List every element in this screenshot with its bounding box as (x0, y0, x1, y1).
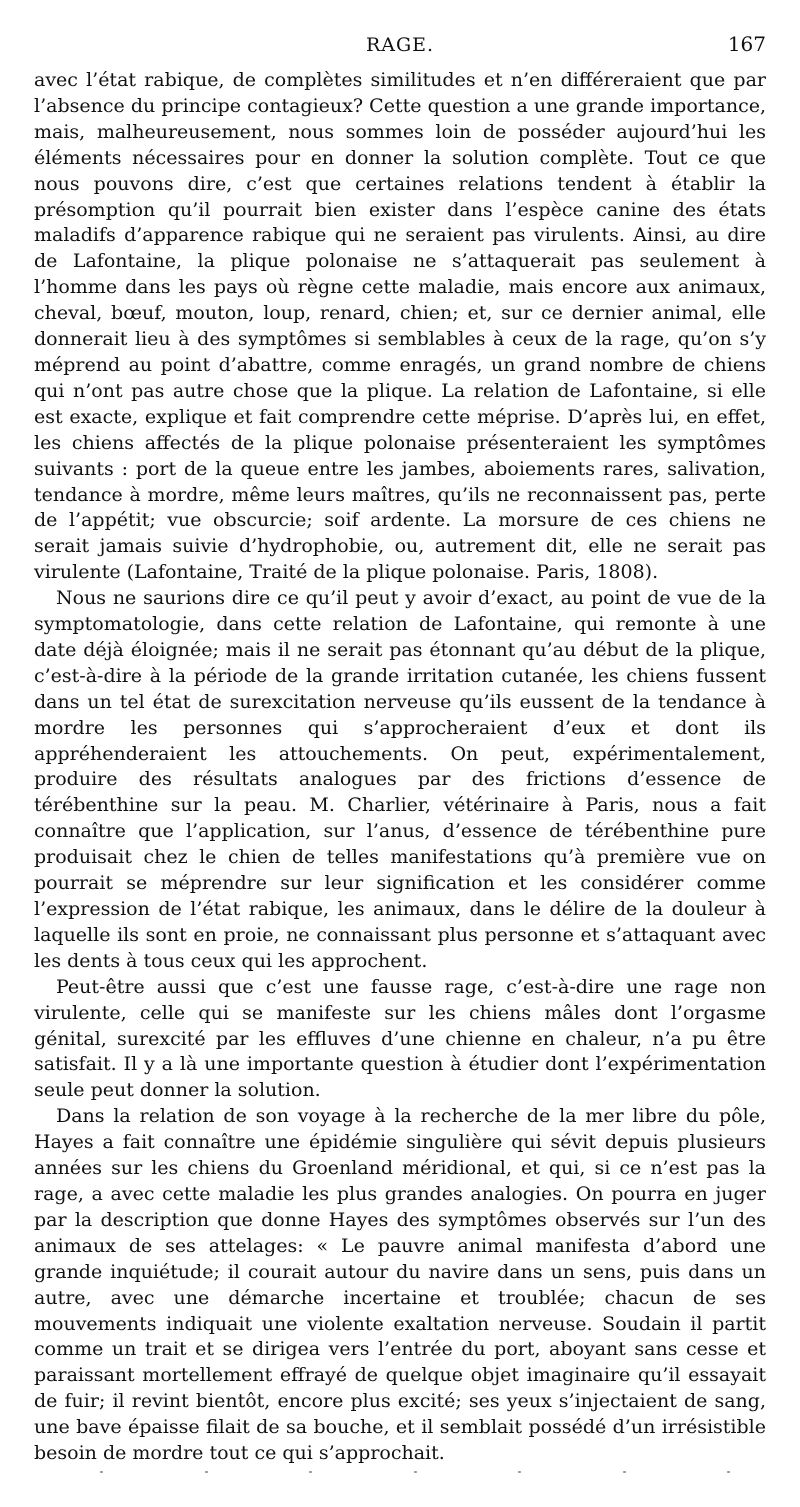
print-speck-5 (518, 1471, 521, 1473)
paragraph-false-rage: Peut-être aussi que c’est une fausse rage, c’est-à-dire une rage non virulente, celle qui se manifeste sur les chiens mâles dont l’orgasme génital, surexcité par les effluves d’une chienne en chaleur, n’a pu être satisfait. Il y a là une importante question à étudier dont l’expérimentation seule peut donner la solution. (34, 975, 766, 1102)
paragraph-continued: avec l’état rabique, de complètes similitudes et n’en différeraient que par l’absence du principe contagieux? Cette question a une grande importance, mais, malheureusement, nous sommes loin de posséder aujourd’hui les éléments nécessaires pour en donner la solution complète. Tout ce que nous pouvons dire, c’est que certaines relations tendent à établir la présomption qu’il pourrait bien exister dans l’espèce canine des états maladifs d’apparence rabique qui ne seraient pas virulents. Ainsi, au dire de Lafontaine, la plique polonaise ne s’attaquerait pas seulement à l’homme dans les pays où règne cette maladie, mais encore aux animaux, cheval, bœuf, mouton, loup, renard, chien; et, sur ce dernier animal, elle donnerait lieu à des symptômes si semblables à ceux de la rage, qu’on s’y méprend au point d’abattre, comme enragés, un grand nombre de chiens qui n’ont pas autre chose que la plique. La relation de Lafontaine, si elle est exacte, explique et fait comprendre cette méprise. D’après lui, en effet, les chiens affectés de la plique polonaise présenteraient les symptômes suivants : port de la queue entre les jambes, aboiements rares, salivation, tendance à mordre, même leurs maîtres, qu’ils ne reconnaissent pas, perte de l’appétit; vue obscurcie; soif ardente. La morsure de ces chiens ne serait jamais suivie d’hydrophobie, ou, autrement dit, elle ne serait pas virulente (Lafontaine, Traité de la plique polonaise. Paris, 1808). (34, 69, 766, 584)
body-text (34, 68, 766, 1467)
print-speck-3 (309, 1471, 312, 1473)
print-speck-4 (414, 1471, 417, 1473)
page-header (34, 32, 766, 56)
print-speck-1 (100, 1471, 103, 1473)
print-speck-2 (205, 1471, 208, 1473)
print-speck-7 (727, 1471, 730, 1473)
paragraph-hayes-epidemic: Dans la relation de son voyage à la recherche de la mer libre du pôle, Hayes a fait connaître une épidémie singulière qui sévit depuis plusieurs années sur les chiens du Groenland méridional, et qui, si ce n’est pas la rage, a avec cette maladie les plus grandes analogies. On pourra en juger par la description que donne Hayes des symptômes observés sur l’un des animaux de ses attelages: « Le pauvre animal manifesta d’abord une grande inquiétude; il courait autour du navire dans un sens, puis dans un autre, avec une démarche incertaine et troublée; chacun de ses mouvements indiquait une violente exaltation nerveuse. Soudain il partit comme un trait et se dirigea vers l’entrée du port, aboyant sans cesse et paraissant mortellement effrayé de quelque objet imaginaire qu’il essayait de fuir; il revint bientôt, encore plus excité; ses yeux s’injectaient de sang, une bave épaisse filait de sa bouche, et il semblait possédé d’un irrésistible besoin de mordre tout ce qui s’approchait. (34, 1105, 766, 1465)
print-speck-6 (623, 1471, 626, 1473)
paragraph-lafontaine-discussion: Nous ne saurions dire ce qu’il peut y avoir d’exact, au point de vue de la symptomatologie, dans cette relation de Lafontaine, qui remonte à une date déjà éloignée; mais il ne serait pas étonnant qu’au début de la plique, c’est-à-dire à la période de la grande irritation cutanée, les chiens fussent dans un tel état de surexcitation nerveuse qu’ils eussent de la tendance à mordre les personnes qui s’approcheraient d’eux et dont ils appréhenderaient les attouchements. On peut, expérimentalement, produire des résultats analogues par des frictions d’essence de térébenthine sur la peau. M. Charlier, vétérinaire à Paris, nous a fait connaître que l’application, sur l’anus, d’essence de térébenthine pure produisait chez le chien de telles manifestations qu’à première vue on pourrait se méprendre sur leur signification et les considérer comme l’expression de l’état rabique, les animaux, dans le délire de la douleur à laquelle ils sont en proie, ne connaissant plus personne et s’attaquant avec les dents à tous ceux qui les approchent. (34, 587, 766, 972)
running-title: RAGE. (365, 34, 435, 56)
footer-print-marks (100, 1468, 730, 1476)
book-page (34, 32, 766, 1467)
page-number: 167 (727, 32, 766, 56)
